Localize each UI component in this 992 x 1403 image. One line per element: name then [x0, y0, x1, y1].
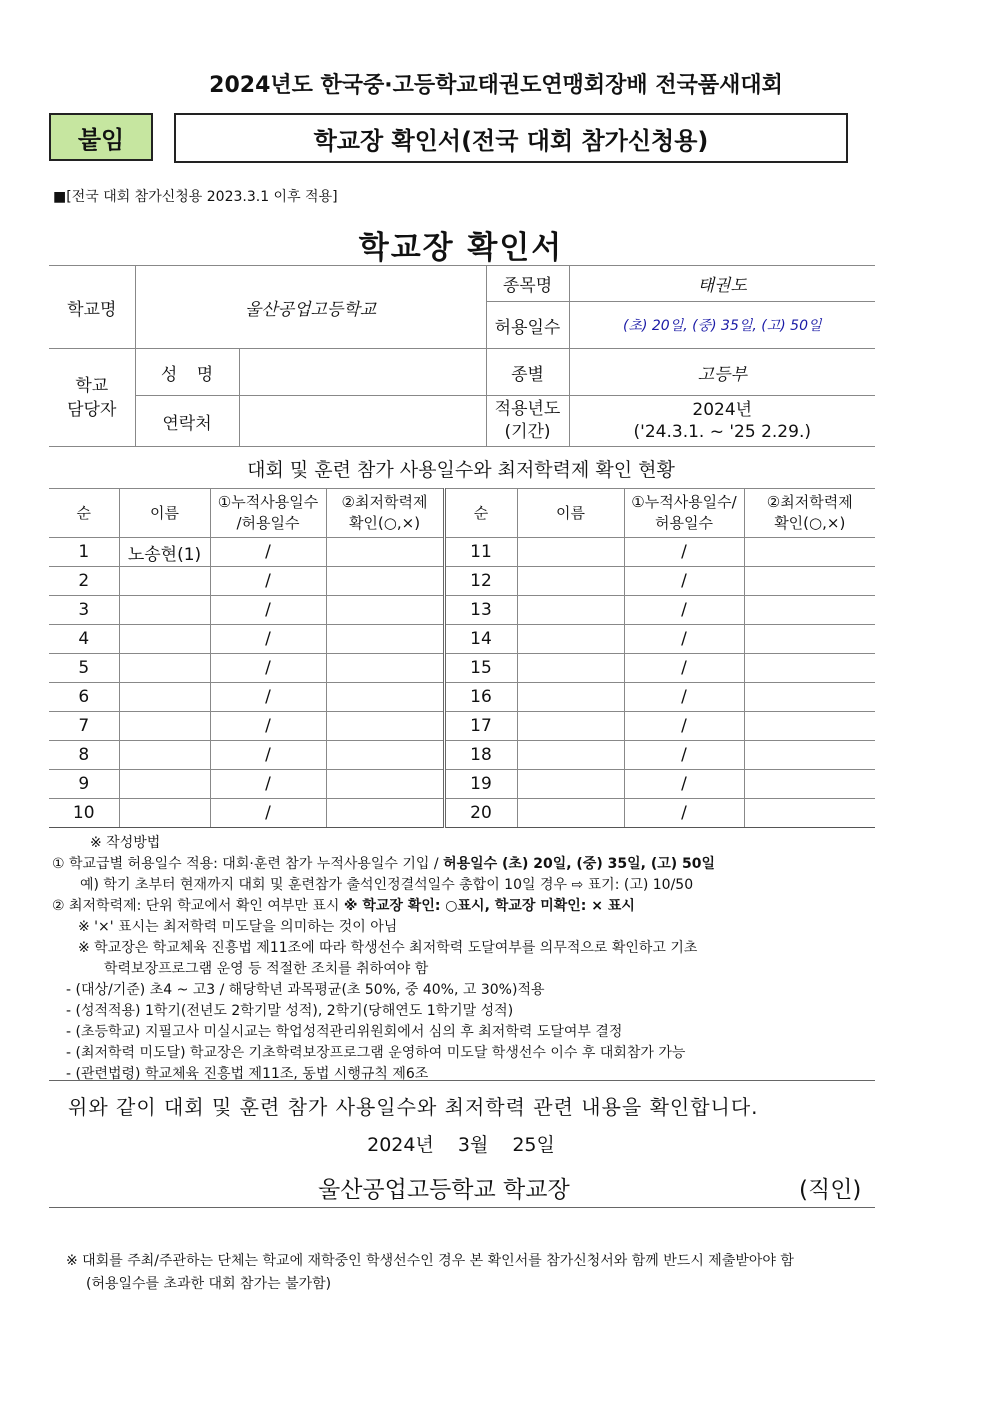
row-no: 16 [444, 683, 517, 712]
row-days: / [210, 770, 326, 799]
school-name-label: 학교명 [49, 266, 135, 349]
attach-badge: 붙임 [49, 113, 153, 161]
instructions-title: ※ 작성방법 [90, 835, 161, 851]
row-name[interactable] [119, 654, 210, 683]
event-title: 2024년도 한국중·고등학교태권도연맹회장배 전국품새대회 [209, 73, 783, 98]
manager-name-value[interactable] [239, 349, 486, 396]
row-days: / [210, 712, 326, 741]
row-no: 14 [444, 625, 517, 654]
row-name[interactable] [517, 799, 624, 828]
row-days: / [210, 654, 326, 683]
row-no: 11 [444, 538, 517, 567]
row-days: / [624, 625, 744, 654]
row-no: 17 [444, 712, 517, 741]
footer-line-2: (허용일수를 초과한 대회 참가는 불가함) [86, 1276, 332, 1292]
table-row [49, 567, 875, 596]
row-days: / [210, 683, 326, 712]
row-days: / [624, 567, 744, 596]
detail-5: - (관련법령) 학교체육 진흥법 제11조, 동법 시행규칙 제6조 [66, 1066, 429, 1082]
row-days: / [624, 770, 744, 799]
scope-note: ■[전국 대회 참가신청용 2023.3.1 이후 적용] [53, 189, 338, 205]
row-name[interactable] [119, 683, 210, 712]
manager-name-label: 성 명 [135, 349, 239, 396]
row-days: / [624, 654, 744, 683]
note-1-bold: 허용일수 (초) 20일, (중) 35일, (고) 50일 [443, 856, 716, 872]
row-no: 4 [49, 625, 119, 654]
year-value: 2024년 [692, 400, 753, 420]
instructions [52, 833, 715, 1085]
row-no: 1 [49, 538, 119, 567]
detail-2: - (성적적용) 1학기(전년도 2학기말 성적), 2학기(당해연도 1학기말 성적) [66, 1003, 514, 1019]
row-name[interactable] [517, 596, 624, 625]
category-label: 종별 [486, 349, 569, 396]
table-row [49, 683, 875, 712]
detail-4: - (최저학력 미도달) 학교장은 기초학력보장프로그램 운영하여 미도달 학생선수 이수 후 대회참가 가능 [66, 1045, 686, 1061]
header-check-right: ②최저학력제 확인(○,×) [744, 489, 875, 538]
event-label: 종목명 [486, 266, 569, 302]
row-name[interactable] [517, 741, 624, 770]
row-check[interactable] [744, 625, 875, 654]
contact-value[interactable] [239, 396, 486, 447]
row-no: 6 [49, 683, 119, 712]
row-days: / [210, 799, 326, 828]
row-check[interactable] [744, 538, 875, 567]
divider [49, 1207, 875, 1208]
school-name-value: 울산공업고등학교 [135, 266, 486, 349]
row-no: 19 [444, 770, 517, 799]
row-check[interactable] [744, 799, 875, 828]
form-title: 학교장 확인서(전국 대회 참가신청용) [174, 113, 848, 163]
note-2-e: 학력보장프로그램 운영 등 적절한 조치를 취하여야 함 [104, 961, 429, 977]
row-check[interactable] [326, 770, 444, 799]
row-check[interactable] [744, 741, 875, 770]
row-name[interactable] [119, 770, 210, 799]
row-name[interactable] [119, 567, 210, 596]
row-no: 7 [49, 712, 119, 741]
footer-note [66, 1250, 794, 1296]
header-days-left: ①누적사용일수 /허용일수 [210, 489, 326, 538]
row-days: / [210, 596, 326, 625]
row-check[interactable] [326, 741, 444, 770]
document-title: 학교장 확인서 [358, 230, 564, 266]
row-name[interactable] [517, 538, 624, 567]
row-check[interactable] [326, 654, 444, 683]
allowed-days-value: (초) 20일, (중) 35일, (고) 50일 [569, 302, 875, 349]
allowed-days-label: 허용일수 [486, 302, 569, 349]
row-check[interactable] [326, 596, 444, 625]
row-check[interactable] [744, 654, 875, 683]
row-check[interactable] [326, 683, 444, 712]
note-2-bold: ※ 학교장 확인: ○표시, 학교장 미확인: × 표시 [343, 898, 635, 914]
table-row [49, 712, 875, 741]
header-check-left: ②최저학력제 확인(○,×) [326, 489, 444, 538]
note-1-example: 예) 학기 초부터 현재까지 대회 및 훈련참가 출석인정결석일수 총합이 10일 경우 ⇨ 표기: (고) 10/50 [80, 877, 694, 893]
row-check[interactable] [326, 625, 444, 654]
row-check[interactable] [326, 538, 444, 567]
confirm-date: 2024년 3월 25일 [367, 1134, 555, 1156]
row-name[interactable] [119, 799, 210, 828]
footer-line-1: ※ 대회를 주최/주관하는 단체는 학교에 재학중인 학생선수인 경우 본 확인서를 참가신청서와 함께 반드시 제출받아야 함 [66, 1253, 794, 1269]
detail-3: - (초등학교) 지필고사 미실시교는 학업성적관리위원회에서 심의 후 최저학력 도달여부 결정 [66, 1024, 623, 1040]
table-row [49, 799, 875, 828]
row-no: 9 [49, 770, 119, 799]
note-1-text: ① 학교급별 허용일수 적용: 대회·훈련 참가 누적사용일수 기입 / [52, 856, 444, 872]
row-no: 12 [444, 567, 517, 596]
row-days: / [624, 596, 744, 625]
row-check[interactable] [744, 770, 875, 799]
row-name[interactable] [119, 596, 210, 625]
table-row [49, 625, 875, 654]
row-days: / [624, 741, 744, 770]
note-2-text: ② 최저학력제: 단위 학교에서 확인 여부만 표시 [52, 898, 344, 914]
row-days: / [210, 538, 326, 567]
row-days: / [624, 799, 744, 828]
period-value: ('24.3.1. ~ '25 2.29.) [633, 422, 811, 442]
header-name-right: 이름 [517, 489, 624, 538]
table-row [49, 654, 875, 683]
row-no: 5 [49, 654, 119, 683]
manager-label: 학교 담당자 [49, 349, 135, 447]
row-name[interactable] [119, 712, 210, 741]
detail-1: - (대상/기준) 초4 ~ 고3 / 해당학년 과목평균(초 50%, 중 40%, 고 30%)적용 [66, 982, 545, 998]
row-no: 18 [444, 741, 517, 770]
row-no: 15 [444, 654, 517, 683]
row-check[interactable] [326, 799, 444, 828]
row-name[interactable] [517, 567, 624, 596]
row-name[interactable] [517, 654, 624, 683]
row-days: / [624, 538, 744, 567]
note-1 [52, 854, 715, 875]
row-name[interactable] [517, 683, 624, 712]
row-check[interactable] [744, 683, 875, 712]
row-days: / [210, 625, 326, 654]
row-name[interactable] [517, 625, 624, 654]
table-row [49, 596, 875, 625]
row-check[interactable] [744, 567, 875, 596]
note-2-c: ※ '×' 표시는 최저학력 미도달을 의미하는 것이 아님 [78, 919, 398, 935]
row-check[interactable] [326, 712, 444, 741]
seal-mark: (직인) [799, 1177, 862, 1203]
status-table [49, 488, 875, 828]
table-row [49, 741, 875, 770]
divider [49, 1080, 875, 1081]
event-value: 태권도 [569, 266, 875, 302]
period-cell [569, 396, 875, 447]
status-heading: 대회 및 훈련 참가 사용일수와 최저학력제 확인 현황 [247, 459, 675, 481]
row-check[interactable] [744, 712, 875, 741]
period-label: 적용년도 (기간) [486, 396, 569, 447]
row-name[interactable] [517, 712, 624, 741]
confirm-sentence: 위와 같이 대회 및 훈련 참가 사용일수와 최저학력 관련 내용을 확인합니다. [68, 1095, 759, 1119]
row-days: / [624, 712, 744, 741]
principal-signature: 울산공업고등학교 학교장 [318, 1177, 570, 1203]
row-no: 8 [49, 741, 119, 770]
row-check[interactable] [326, 567, 444, 596]
row-no: 10 [49, 799, 119, 828]
row-name[interactable] [119, 625, 210, 654]
row-days: / [624, 683, 744, 712]
table-row [49, 538, 875, 567]
header-no-left: 순 [49, 489, 119, 538]
note-2 [52, 896, 715, 917]
row-no: 20 [444, 799, 517, 828]
table-row [49, 770, 875, 799]
row-no: 2 [49, 567, 119, 596]
header-no-right: 순 [444, 489, 517, 538]
row-name[interactable] [517, 770, 624, 799]
note-2-d: ※ 학교장은 학교체육 진흥법 제11조에 따라 학생선수 최저학력 도달여부를 의무적으로 확인하고 기초 [78, 940, 698, 956]
row-name[interactable] [119, 741, 210, 770]
school-info-table [49, 265, 875, 447]
row-days: / [210, 741, 326, 770]
row-check[interactable] [744, 596, 875, 625]
header-name-left: 이름 [119, 489, 210, 538]
row-name[interactable]: 노송현(1) [119, 538, 210, 567]
row-no: 3 [49, 596, 119, 625]
row-days: / [210, 567, 326, 596]
header-days-right: ①누적사용일수/ 허용일수 [624, 489, 744, 538]
contact-label: 연락처 [135, 396, 239, 447]
category-value: 고등부 [569, 349, 875, 396]
row-no: 13 [444, 596, 517, 625]
